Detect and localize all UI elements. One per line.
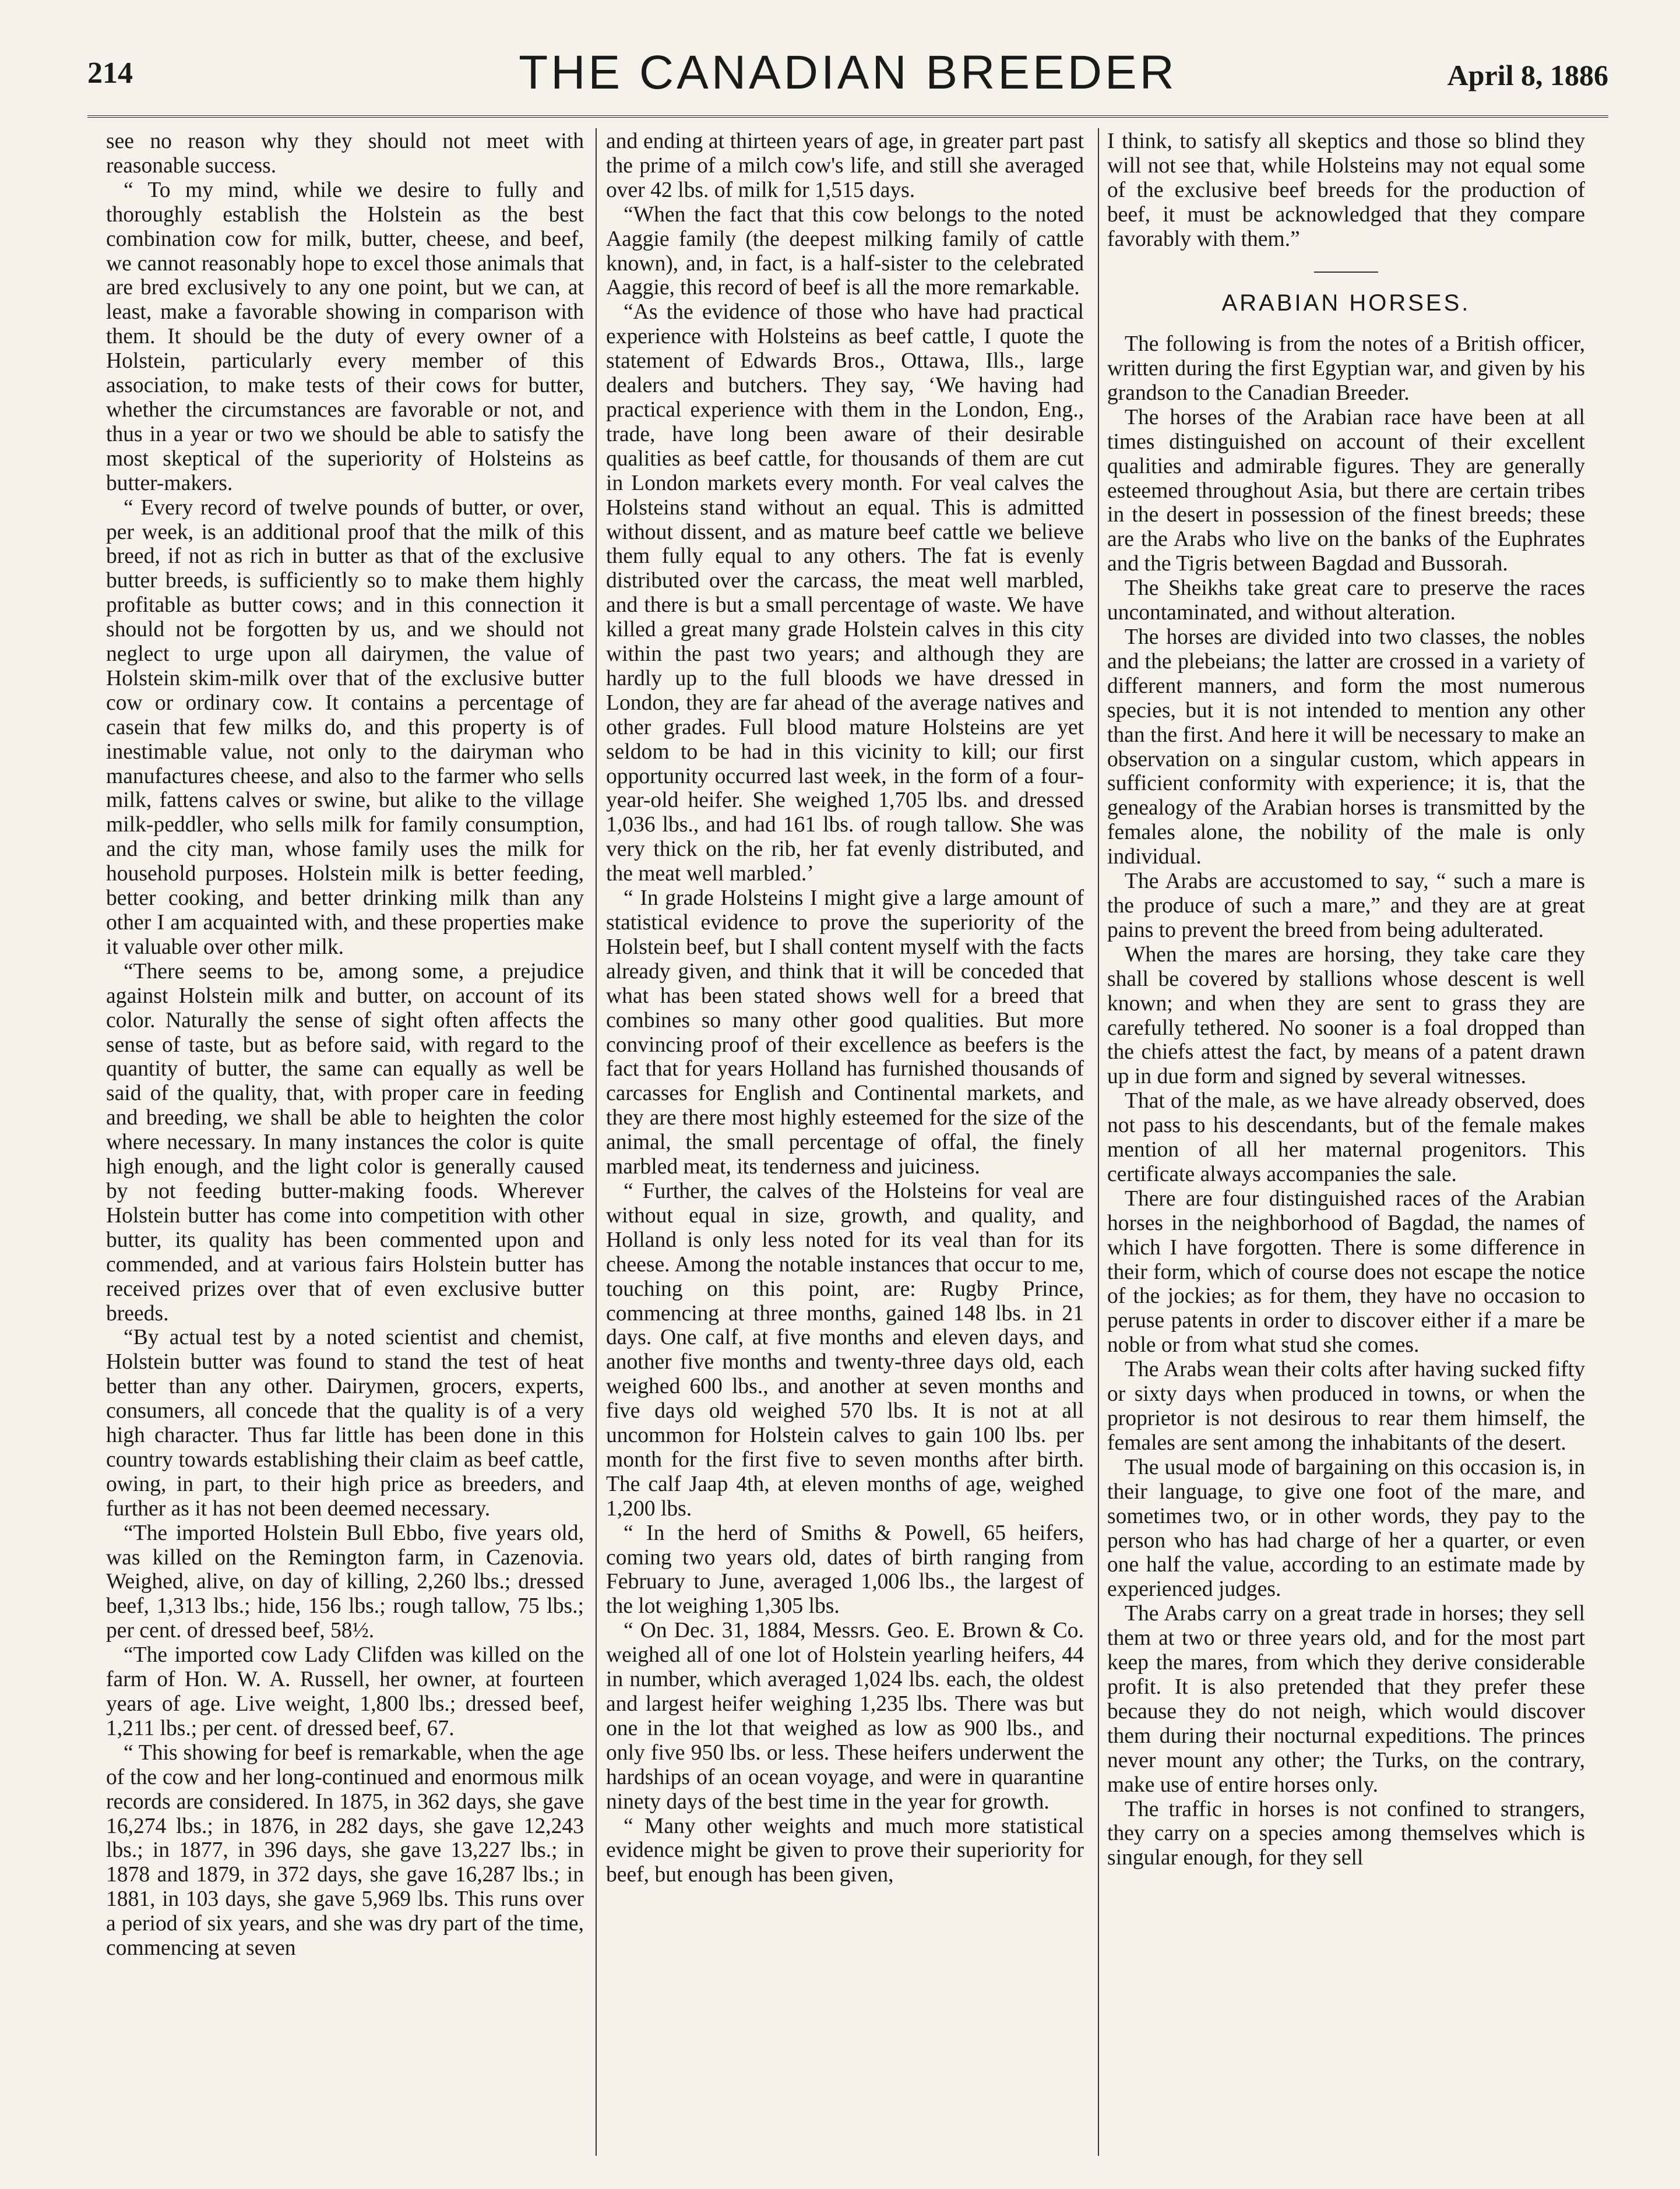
article-paragraph: “ In the herd of Smiths & Powell, 65 heifers, coming two years old, dates of birth ranging from February to June, averaged 1,006 lbs., the largest of the lot weighing 1,305 lbs. bbox=[606, 1521, 1084, 1619]
page-header bbox=[87, 45, 1608, 115]
article-paragraph: “The imported cow Lady Clifden was killed on the farm of Hon. W. A. Russell, her owner, at fourteen years of age. Live weight, 1,800 lbs.; dressed beef, 1,211 lbs.; per cent. of dressed beef, 67. bbox=[106, 1643, 584, 1740]
article-paragraph: That of the male, as we have already observed, does not pass to his descendants, but of the female makes mention of all her maternal progenitors. This certificate always accompanies the sale. bbox=[1107, 1089, 1585, 1186]
article-paragraph: “When the fact that this cow belongs to the noted Aaggie family (the deepest milking family of cattle known), and, in fact, is a half-sister to the celebrated Aaggie, this record of beef is all the more remarkable. bbox=[606, 202, 1084, 300]
section-divider bbox=[1314, 272, 1378, 273]
column-divider bbox=[596, 128, 597, 2156]
article-paragraph: “ Every record of twelve pounds of butter, or over, per week, is an additional proof that the milk of this breed, if not as rich in butter as that of the exclusive butter breeds, is sufficiently so to make them highly profitable as butter cows; and in this connection it should not be forgotten by us, and we should not neglect to urge upon all dairymen, the value of Holstein skim-milk over that of the exclusive butter cow or ordinary cow. It contains a percentage of casein that few milks do, and this property is of inestimable value, not only to the dairyman who manufactures cheese, and also to the farmer who sells milk, fattens calves or swine, but alike to the village milk-peddler, who sells milk for family consumption, and the city man, whose family uses the milk for household purposes. Holstein milk is better feeding, better cooking, and better drinking milk than any other I am acquainted with, and these properties make it valuable over other milk. bbox=[106, 495, 584, 959]
column-2 bbox=[606, 129, 1084, 2151]
article-paragraph: The Arabs wean their colts after having sucked fifty or sixty days when produced in towns, or when the proprietor is not desirous to rear them himself, the females are sent among the inhabitants of the desert. bbox=[1107, 1358, 1585, 1455]
article-paragraph: The traffic in horses is not confined to strangers, they carry on a species among themselves which is singular enough, for they sell bbox=[1107, 1797, 1585, 1870]
article-paragraph: The horses of the Arabian race have been at all times distinguished on account of their excellent qualities and admirable figures. They are generally esteemed throughout Asia, but there are certain tribes in the desert in possession of the finest breeds; these are the Arabs who live on the banks of the Euphrates and the Tigris between Bagdad and Bussorah. bbox=[1107, 405, 1585, 576]
article-paragraph: “ This showing for beef is remarkable, when the age of the cow and her long-continued and enormous milk records are considered. In 1875, in 362 days, she gave 16,274 lbs.; in 1876, in 282 days, she gave 12,243 lbs.; in 1877, in 396 days, she gave 13,227 lbs.; in 1878 and 1879, in 372 days, she gave 16,287 lbs.; in 1881, in 103 days, she gave 5,969 lbs. This runs over a period of six years, and she was dry part of the time, commencing at seven bbox=[106, 1740, 584, 1961]
article-paragraph: “There seems to be, among some, a prejudice against Holstein milk and butter, on account of its color. Naturally the sense of sight often affects the sense of taste, but as before said, with regard to the quantity of butter, the same can equally as well be said of the quality, that, with proper care in feeding and breeding, we shall be able to heighten the color where necessary. In many instances the color is quite high enough, and the light color is generally caused by not feeding butter-making foods. Wherever Holstein butter has come into competition with other butter, its quality has been commented upon and commended, and at various fairs Holstein butter has received prizes over that of even exclusive butter breeds. bbox=[106, 959, 584, 1326]
article-paragraph: The Sheikhs take great care to preserve the races uncontaminated, and without alteration. bbox=[1107, 576, 1585, 625]
section-title: ARABIAN HORSES. bbox=[1221, 290, 1471, 316]
article-paragraph: I think, to satisfy all skeptics and those so blind they will not see that, while Holsteins may not equal some of the exclusive beef breeds for the production of beef, it must be acknowledged that they compare favorably with them.” bbox=[1107, 129, 1585, 251]
article-paragraph: When the mares are horsing, they take care they shall be covered by stallions whose descent is well known; and when they are sent to grass they are carefully tethered. No sooner is a foal dropped than the chiefs attest the fact, by means of a patent drawn up in due form and signed by several witnesses. bbox=[1107, 942, 1585, 1089]
header-rule bbox=[87, 115, 1608, 118]
article-paragraph: “ To my mind, while we desire to fully and thoroughly establish the Holstein as the best combination cow for milk, butter, cheese, and beef, we cannot reasonably hope to excel those animals that are bred exclusively to any one point, but we can, at least, make a favorable showing in comparison with them. It should be the duty of every owner of a Holstein, particularly every member of this association, to make tests of their cows for butter, whether the circumstances are favorable or not, and thus in a year or two we should be able to satisfy the most skeptical of the superiority of Holsteins as butter-makers. bbox=[106, 178, 584, 495]
article-paragraph: “ Many other weights and much more statistical evidence might be given to prove their superiority for beef, but enough has been given, bbox=[606, 1814, 1084, 1887]
article-paragraph: see no reason why they should not meet with reasonable success. bbox=[106, 129, 584, 178]
article-paragraph: There are four distinguished races of the Arabian horses in the neighborhood of Bagdad, the names of which I have forgotten. There is some difference in their form, which of course does not escape the notice of the jockies; as for them, they have no occasion to peruse patents in order to discover either if a mare be noble or from what stud she comes. bbox=[1107, 1186, 1585, 1358]
article-paragraph: “The imported Holstein Bull Ebbo, five years old, was killed on the Remington farm, in Cazenovia. Weighed, alive, on day of killing, 2,260 lbs.; dressed beef, 1,313 lbs.; hide, 156 lbs.; rough tallow, 75 lbs.; per cent. of dressed beef, 58½. bbox=[106, 1521, 584, 1643]
article-paragraph: The Arabs carry on a great trade in horses; they sell them at two or three years old, and for the most part keep the mares, from which they derive considerable profit. It is also pretended that they prefer these because they do not neigh, which would discover them during their nocturnal expeditions. The princes never mount any other; the Turks, on the contrary, make use of entire horses only. bbox=[1107, 1602, 1585, 1797]
article-paragraph: “ In grade Holsteins I might give a large amount of statistical evidence to prove the superiority of the Holstein beef, but I shall content myself with the facts already given, and think that it will be conceded that what has been stated shows well for a breed that combines so many other good qualities. But more convincing proof of their excellence as beefers is the fact that for years Holland has furnished thousands of carcasses for English and Continental markets, and they are there most highly esteemed for the size of the animal, the small percentage of offal, the finely marbled meat, its tenderness and juiciness. bbox=[606, 886, 1084, 1179]
column-1 bbox=[106, 129, 584, 2151]
article-paragraph: “As the evidence of those who have had practical experience with Holsteins as beef cattle, I quote the statement of Edwards Bros., Ottawa, Ills., large dealers and butchers. They say, ‘We having had practical experience with them in the London, Eng., trade, have long been aware of their desirable qualities as beef cattle, for thousands of them are cut in London markets every month. For veal calves the Holsteins stand without an equal. This is admitted without dissent, and as mature beef cattle we believe them fully equal to any others. The fat is evenly distributed over the carcass, the meat well marbled, and there is but a small percentage of waste. We have killed a great many grade Holstein calves in this city within the past two years; and although they are hardly up to the full bloods we have dressed in London, they are far ahead of the average natives and other grades. Full blood mature Holsteins are yet seldom to be had in this vicinity to kill; our first opportunity occurred last week, in the form of a four-year-old heifer. She weighed 1,705 lbs. and dressed 1,036 lbs., and had 161 lbs. of rough tallow. She was very thick on the rib, her fat evenly distributed, and the meat well marbled.’ bbox=[606, 300, 1084, 886]
article-paragraph: “ Further, the calves of the Holsteins for veal are without equal in size, growth, and quality, and Holland is only less noted for its veal than for its cheese. Among the notable instances that occur to me, touching on this point, are: Rugby Prince, commencing at three months, gained 148 lbs. in 21 days. One calf, at five months and eleven days, and another five months and twenty-three days old, each weighed 600 lbs., and another at seven months and five days old weighed 570 lbs. It is not at all uncommon for Holstein calves to gain 100 lbs. per month for the first five to seven months after birth. The calf Jaap 4th, at eleven months of age, weighed 1,200 lbs. bbox=[606, 1179, 1084, 1521]
article-paragraph: and ending at thirteen years of age, in greater part past the prime of a milch cow's life, and still she averaged over 42 lbs. of milk for 1,515 days. bbox=[606, 129, 1084, 202]
page-number: 214 bbox=[87, 57, 133, 90]
article-paragraph: “By actual test by a noted scientist and chemist, Holstein butter was found to stand the test of heat better than any other. Dairymen, grocers, experts, consumers, all concede that the quality is of a very high character. Thus far little has been done in this country towards establishing their claim as beef cattle, owing, in part, to their high price as breeders, and further as it has not been deemed necessary. bbox=[106, 1326, 584, 1521]
article-paragraph: The Arabs are accustomed to say, “ such a mare is the produce of such a mare,” and they are at great pains to prevent the breed from being adulterated. bbox=[1107, 869, 1585, 942]
issue-date: April 8, 1886 bbox=[1447, 59, 1608, 91]
publication-title: THE CANADIAN BREEDER bbox=[519, 46, 1177, 99]
article-paragraph: The usual mode of bargaining on this occasion is, in their language, to give one foot of the mare, and sometimes two, or in other words, they pay to the person who has had charge of her a quarter, or even one half the value, according to an estimate made by experienced judges. bbox=[1107, 1455, 1585, 1602]
article-paragraph: The horses are divided into two classes, the nobles and the plebeians; the latter are crossed in a variety of different manners, and form the most numerous species, but it is not intended to mention any other than the first. And here it will be necessary to make an observation on a singular custom, which appears in sufficient conformity with experience; it is, that the genealogy of the Arabian horses is transmitted by the females alone, the nobility of the male is only individual. bbox=[1107, 625, 1585, 869]
column-divider bbox=[1098, 128, 1099, 2156]
article-paragraph: “ On Dec. 31, 1884, Messrs. Geo. E. Brown & Co. weighed all of one lot of Holstein yearling heifers, 44 in number, which averaged 1,024 lbs. each, the oldest and largest heifer weighing 1,235 lbs. There was but one in the lot that weighed as low as 900 lbs., and only five 950 lbs. or less. These heifers underwent the hardships of an ocean voyage, and were in quarantine ninety days of the best time in the year for growth. bbox=[606, 1619, 1084, 1814]
article-paragraph: The following is from the notes of a British officer, written during the first Egyptian war, and given by his grandson to the Canadian Breeder. bbox=[1107, 332, 1585, 405]
column-3 bbox=[1107, 129, 1585, 2151]
